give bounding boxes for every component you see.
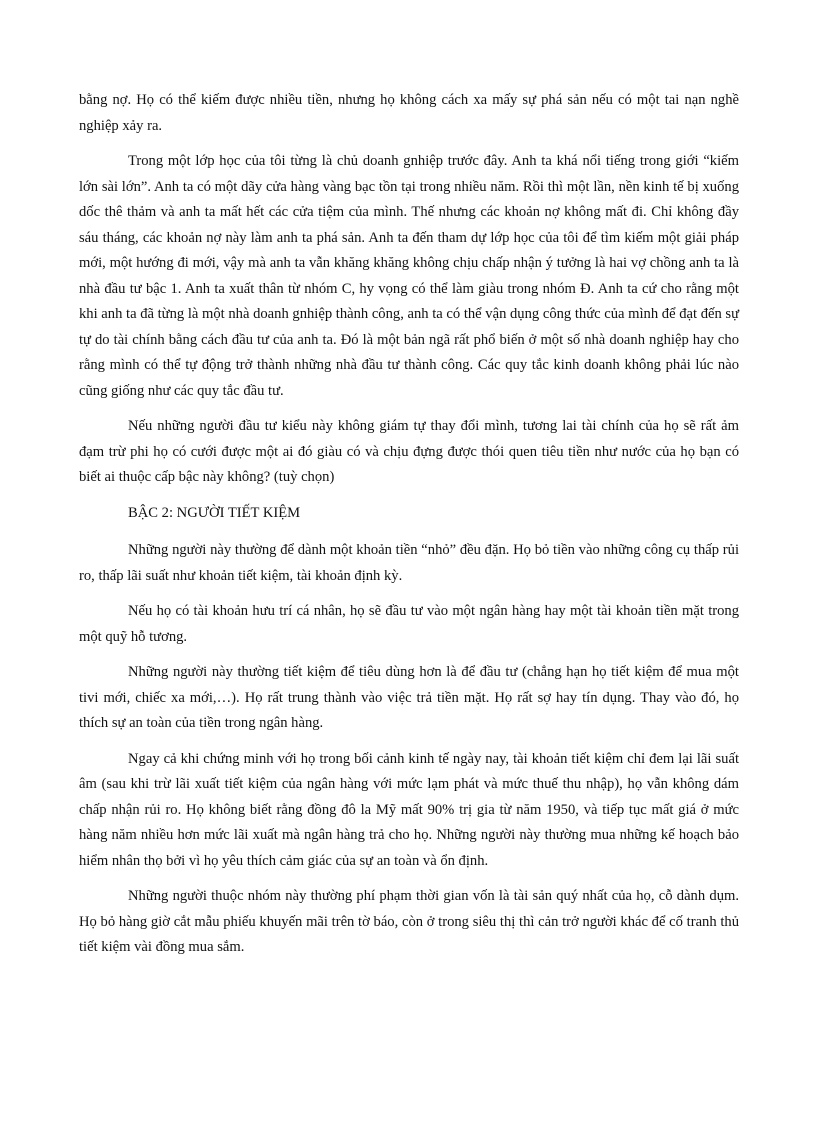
paragraph-business-owner-story: Trong một lớp học của tôi từng là chủ doanh gnhiệp trước đây. Anh ta khá nổi tiếng trong giới “kiếm lớn sài lớn”. Anh ta có một dãy cửa hàng vàng bạc tồn tại trong nhiều năm. Rồi thì một lần, nền kinh tế bị xuống dốc thê thảm và anh ta mất hết các cửa tiệm của mình. Thế nhưng các khoản nợ không mất đi. Chỉ không đầy sáu tháng, các khoản nợ này làm anh ta phá sản. Anh ta đến tham dự lớp học của tôi để tìm kiếm một giải pháp mới, một hướng đi mới, vậy mà anh ta vẫn khăng khăng không chịu chấp nhận ý tưởng là hai vợ chồng anh ta là nhà đầu tư bậc 1. Anh ta xuất thân từ nhóm C, hy vọng có thể làm giàu trong nhóm Đ. Anh ta cứ cho rằng một khi anh ta đã từng là một nhà doanh gnhiệp thành công, anh ta có thể vận dụng công thức của mình để đạt đến sự tự do tài chính bằng cách đầu tư của anh ta. Đó là một bản ngã rất phổ biến ở một số nhà doanh nghiệp hay cho rằng mình có thể tự động trở thành những nhà đầu tư thành công. Các quy tắc kinh doanh không phải lúc nào cũng giống như các quy tắc đầu tư. (79, 153, 740, 399)
paragraph-negative-interest: Ngay cả khi chứng minh với họ trong bối cảnh kinh tế ngày nay, tài khoản tiết kiệm chỉ đem lại lãi suất âm (sau khi trừ lãi xuất tiết kiệm của ngân hàng với mức lạm phát và mức thuế thu nhập), họ vẫn không dám chấp nhận rủi ro. Họ không biết rằng đồng đô la Mỹ mất 90% trị gia từ năm 1950, và tiếp tục mất giá ở mức hàng năm nhiều hơn mức lãi xuất mà ngân hàng trả cho họ. Những người này thường mua những kế hoạch bảo hiểm nhân thọ bởi vì họ yêu thích cảm giác của sự an toàn và ổn định. (79, 750, 739, 869)
paragraph-investor-future: Nếu những người đầu tư kiểu này không giám tự thay đổi mình, tương lai tài chính của họ sẽ rất ảm đạm trừ phi họ có cưới được một ai đó giàu có và chịu đựng được thói quen tiêu tiền như nước của họ bạn có biết ai thuộc cấp bậc này không? (tuỳ chọn) (79, 418, 739, 485)
paragraph-retirement-account: Nếu họ có tài khoản hưu trí cá nhân, họ sẽ đầu tư vào một ngân hàng hay một tài khoản tiền mặt trong một quỹ hỗ tương. (79, 603, 739, 645)
page-content (79, 88, 739, 971)
paragraph-waste-time: Những người thuộc nhóm này thường phí phạm thời gian vốn là tài sản quý nhất của họ, cỗ dành dụm. Họ bỏ hàng giờ cắt mẫu phiếu khuyến mãi trên tờ báo, còn ở trong siêu thị thì cản trở người khác để cố tranh thủ tiết kiệm vài đồng mua sắm. (79, 888, 739, 955)
paragraph-savers-small-amounts: Những người này thường để dành một khoản tiền “nhỏ” đều đặn. Họ bỏ tiền vào những công cụ thấp rủi ro, thấp lãi suất như khoản tiết kiệm, tài khoản định kỳ. (79, 542, 739, 584)
section-heading: BẬC 2: NGƯỜI TIẾT KIỆM (128, 504, 301, 521)
paragraph-save-to-spend: Những người này thường tiết kiệm để tiêu dùng hơn là để đầu tư (chẳng hạn họ tiết kiệm để mua một tivi mới, chiếc xa mới,…). Họ rất trung thành vào việc trả tiền mặt. Họ rất sợ hay tín dụng. Thay vào đó, họ thích sự an toàn của tiền trong ngân hàng. (79, 664, 739, 731)
paragraph-continuation: bằng nợ. Họ có thể kiếm được nhiều tiền, nhưng họ không cách xa mấy sự phá sản nếu có một tai nạn nghề nghiệp xảy ra. (79, 92, 739, 134)
